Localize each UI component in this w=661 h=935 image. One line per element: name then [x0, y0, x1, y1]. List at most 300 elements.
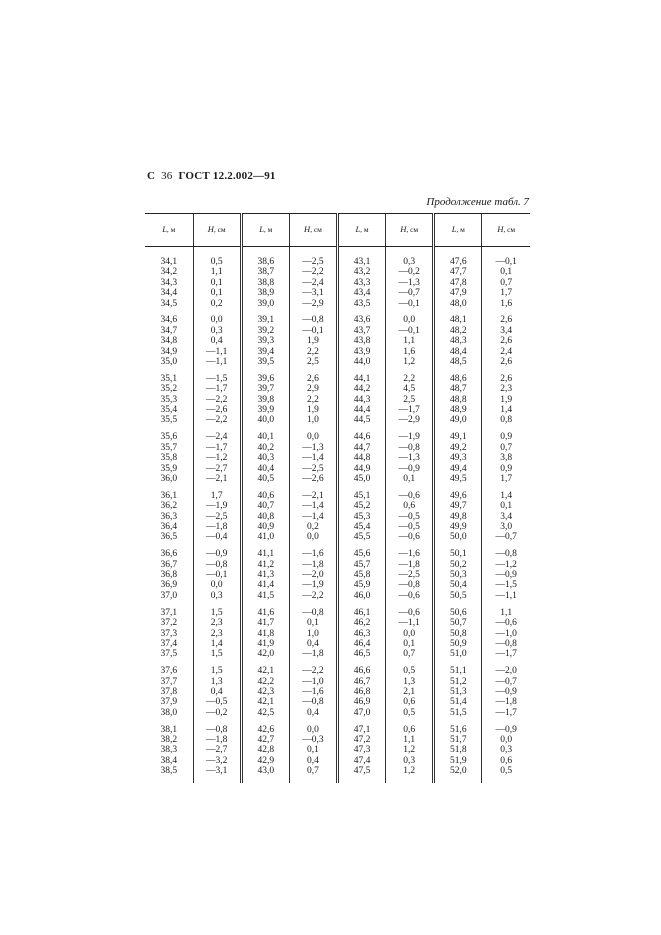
height-value: —2,4	[206, 432, 228, 443]
height-value: —2,6	[206, 405, 228, 416]
length-value: 34,7	[160, 325, 178, 336]
length-value: 49,5	[450, 473, 467, 484]
height-value: —1,5	[495, 580, 517, 591]
table-cell	[386, 666, 434, 724]
height-value: 1,7	[500, 473, 513, 484]
table-cell	[241, 432, 289, 490]
length-value: 39,6	[257, 373, 275, 384]
table-cell	[193, 491, 241, 549]
length-value: 40,3	[257, 453, 275, 464]
length-value: 45,8	[353, 570, 371, 581]
height-value: —2,1	[206, 473, 228, 484]
height-value: —1,8	[302, 649, 324, 660]
length-value: 51,3	[450, 686, 467, 697]
table-cell	[193, 549, 241, 607]
column-header-height-4	[482, 214, 530, 247]
height-value: —2,2	[302, 666, 324, 677]
height-value: 0,3	[500, 745, 513, 756]
column-symbol: L	[259, 224, 264, 235]
height-value: 0,6	[500, 755, 513, 766]
length-value: 35,8	[160, 453, 178, 464]
height-value: —1,7	[398, 405, 420, 416]
height-value: 0,0	[307, 724, 319, 735]
length-value: 50,4	[450, 580, 467, 591]
height-value: —2,0	[302, 570, 324, 581]
height-value: 1,6	[403, 346, 416, 357]
length-value: 48,5	[450, 357, 467, 368]
height-value: 1,9	[500, 394, 513, 405]
table-cell	[338, 432, 386, 490]
table-cell	[482, 315, 530, 373]
table-cell	[386, 491, 434, 549]
table-cell	[434, 549, 482, 607]
length-value: 46,3	[353, 628, 371, 639]
length-value: 43,3	[353, 277, 371, 288]
height-value: —1,1	[206, 357, 228, 368]
length-value: 45,4	[353, 521, 371, 532]
length-value: 40,0	[257, 415, 275, 426]
column-header-length-1	[145, 214, 193, 247]
height-value: 1,7	[500, 288, 513, 299]
length-value: 50,0	[450, 532, 467, 543]
height-value: —2,1	[302, 490, 324, 501]
table-cell	[386, 247, 434, 316]
height-value: 0,6	[403, 501, 416, 512]
height-value: 0,5	[210, 257, 223, 267]
length-value: 39,1	[257, 315, 275, 326]
height-value: 1,0	[307, 415, 319, 426]
height-value: 2,3	[210, 628, 223, 639]
length-value: 38,1	[160, 724, 178, 735]
length-value: 37,7	[160, 676, 178, 687]
length-value: 42,5	[257, 707, 275, 718]
height-value: 1,1	[210, 267, 223, 278]
table-cell	[386, 374, 434, 432]
length-value: 47,2	[353, 735, 371, 746]
height-value: 0,6	[403, 697, 416, 708]
length-value: 46,8	[353, 686, 371, 697]
length-value: 38,4	[160, 755, 178, 766]
height-value: —1,3	[398, 453, 420, 464]
height-value: 2,2	[403, 373, 416, 384]
table-cell	[289, 432, 337, 490]
length-value: 48,1	[450, 315, 467, 326]
height-value: —0,7	[495, 676, 517, 687]
length-value: 40,5	[257, 473, 275, 484]
height-value: 0,0	[210, 315, 223, 326]
length-value: 37,6	[160, 666, 178, 677]
height-value: 0,4	[210, 336, 223, 347]
table-cell	[386, 315, 434, 373]
length-value: 37,5	[160, 649, 178, 660]
length-value: 45,1	[353, 490, 371, 501]
length-value: 47,0	[353, 707, 371, 718]
length-value: 48,4	[450, 346, 467, 357]
length-value: 50,9	[450, 638, 467, 649]
length-value: 48,7	[450, 384, 467, 395]
height-value: 2,6	[500, 373, 513, 384]
length-value: 46,9	[353, 697, 371, 708]
column-unit: , см	[213, 225, 226, 235]
length-value: 34,2	[160, 267, 178, 278]
length-value: 45,0	[353, 473, 371, 484]
height-value: 2,1	[403, 686, 416, 697]
table-cell	[241, 666, 289, 724]
column-unit: , м	[166, 225, 176, 235]
table-cell	[338, 247, 386, 316]
column-unit: , м	[456, 225, 465, 235]
table-cell	[241, 725, 289, 783]
length-value: 38,7	[257, 267, 275, 278]
length-value: 38,9	[257, 288, 275, 299]
table-cell	[241, 315, 289, 373]
length-value: 41,2	[257, 559, 275, 570]
height-value: —2,9	[302, 298, 324, 309]
length-value: 44,1	[353, 373, 371, 384]
length-value: 38,2	[160, 735, 178, 746]
length-value: 42,0	[257, 649, 275, 660]
height-value: —2,7	[206, 745, 228, 756]
table-cell	[434, 247, 482, 316]
table-cell	[482, 666, 530, 724]
height-value: —0,2	[206, 707, 228, 718]
header-prefix: С	[147, 170, 156, 182]
length-value: 43,9	[353, 346, 371, 357]
height-value: 3,4	[500, 511, 513, 522]
height-value: —0,9	[398, 463, 420, 474]
length-value: 42,8	[257, 745, 275, 756]
height-value: —0,8	[302, 607, 324, 618]
table-cell	[482, 432, 530, 490]
height-value: —1,0	[495, 628, 517, 639]
length-value: 50,7	[450, 618, 467, 629]
height-value: —0,7	[398, 288, 420, 299]
height-value: —1,8	[302, 559, 324, 570]
height-value: —1,8	[206, 521, 228, 532]
column-symbol: H	[497, 224, 504, 235]
table-cell	[338, 315, 386, 373]
height-value: 2,2	[307, 394, 319, 405]
column-header-length-4	[434, 214, 482, 247]
column-header-length-2	[241, 214, 289, 247]
height-value: 2,5	[307, 357, 319, 368]
height-value: 1,5	[210, 649, 223, 660]
length-value: 42,9	[257, 755, 275, 766]
height-value: 0,2	[210, 298, 223, 309]
height-value: 1,5	[210, 666, 223, 677]
height-value: 0,6	[403, 724, 416, 735]
height-value: 0,1	[307, 618, 319, 629]
height-value: 1,2	[403, 357, 416, 368]
length-value: 40,8	[257, 511, 275, 522]
height-value: 1,0	[307, 628, 319, 639]
length-value: 47,8	[450, 277, 467, 288]
height-value: —1,2	[495, 559, 517, 570]
height-value: —1,7	[206, 442, 228, 453]
table-cell	[434, 315, 482, 373]
table-cell	[145, 315, 193, 373]
height-value: —0,6	[398, 490, 420, 501]
height-value: 0,0	[500, 735, 513, 746]
length-value: 50,3	[450, 570, 467, 581]
length-value: 38,8	[257, 277, 275, 288]
length-value: 43,2	[353, 267, 371, 278]
length-value: 41,3	[257, 570, 275, 581]
column-symbol: L	[451, 224, 457, 235]
table-cell	[386, 608, 434, 666]
height-value: —2,7	[206, 463, 228, 474]
height-value: 4,5	[403, 384, 416, 395]
table-row-group	[145, 315, 530, 373]
table-cell	[338, 374, 386, 432]
height-value: —0,8	[495, 549, 517, 560]
height-value: —1,7	[495, 649, 517, 660]
column-symbol: H	[207, 224, 214, 235]
length-value: 45,7	[353, 559, 371, 570]
table-row-group	[145, 549, 530, 607]
table-cell	[289, 725, 337, 783]
length-value: 44,2	[353, 384, 371, 395]
length-value: 46,2	[353, 618, 371, 629]
height-value: —1,7	[495, 707, 517, 718]
length-value: 42,6	[257, 724, 275, 735]
column-header-height-1	[193, 214, 241, 247]
length-value: 44,4	[353, 405, 371, 416]
height-value: 1,1	[403, 735, 416, 746]
length-value: 50,6	[450, 607, 467, 618]
length-value: 50,5	[450, 590, 467, 601]
height-value: 0,7	[500, 277, 513, 288]
length-value: 40,6	[257, 490, 275, 501]
height-value: —0,6	[495, 618, 517, 629]
length-value: 48,3	[450, 336, 467, 347]
length-value: 43,5	[353, 298, 371, 309]
height-value: —0,5	[398, 511, 420, 522]
height-value: —1,9	[302, 580, 324, 591]
height-value: —2,6	[302, 473, 324, 484]
column-header-height-3	[386, 214, 434, 247]
height-value: 0,3	[210, 590, 223, 601]
length-value: 44,6	[353, 432, 371, 443]
height-value: —0,1	[206, 570, 228, 581]
height-value: 2,6	[500, 336, 513, 347]
length-value: 46,7	[353, 676, 371, 687]
height-value: —1,4	[302, 453, 324, 464]
length-value: 36,8	[160, 570, 178, 581]
length-value: 51,1	[450, 666, 467, 677]
table-cell	[482, 549, 530, 607]
length-value: 35,7	[160, 442, 178, 453]
height-value: —1,3	[302, 442, 324, 453]
length-value: 43,1	[353, 257, 371, 267]
length-value: 34,4	[160, 288, 178, 299]
height-value: 1,2	[403, 745, 416, 756]
height-value: —0,5	[398, 521, 420, 532]
table-cell	[386, 549, 434, 607]
length-value: 35,5	[160, 415, 178, 426]
height-value: —0,6	[398, 532, 420, 543]
height-value: —0,8	[206, 724, 228, 735]
standard-designation: ГОСТ 12.2.002—91	[178, 170, 276, 182]
length-value: 45,6	[353, 549, 371, 560]
height-value: 2,5	[403, 394, 416, 405]
length-value: 42,1	[257, 666, 275, 677]
height-value: —2,5	[206, 511, 228, 522]
length-value: 49,4	[450, 463, 467, 474]
height-value: —3,1	[206, 766, 228, 777]
height-value: —1,8	[495, 697, 517, 708]
table-cell	[338, 549, 386, 607]
length-value: 39,3	[257, 336, 275, 347]
length-value: 51,6	[450, 724, 467, 735]
height-value: —2,2	[302, 590, 324, 601]
height-value: 0,4	[307, 638, 319, 649]
height-value: 0,5	[403, 666, 416, 677]
height-value: 0,0	[403, 628, 416, 639]
height-value: —0,9	[495, 724, 517, 735]
length-value: 45,3	[353, 511, 371, 522]
height-value: —3,1	[302, 288, 324, 299]
column-symbol: L	[162, 224, 167, 235]
length-value: 47,9	[450, 288, 467, 299]
height-value: —1,9	[206, 501, 228, 512]
table-cell	[241, 374, 289, 432]
length-value: 35,1	[160, 373, 178, 384]
height-value: 0,0	[210, 580, 223, 591]
height-value: —2,9	[398, 415, 420, 426]
height-value: —1,4	[302, 511, 324, 522]
table-cell	[145, 725, 193, 783]
table-caption: Продолжение табл. 7	[426, 196, 529, 208]
table-row-group	[145, 608, 530, 666]
length-value: 49,0	[450, 415, 467, 426]
height-value: 1,6	[500, 298, 513, 309]
length-value: 39,5	[257, 357, 275, 368]
length-value: 35,9	[160, 463, 178, 474]
table-cell	[241, 608, 289, 666]
column-header-length-3	[338, 214, 386, 247]
height-value: 0,9	[500, 463, 513, 474]
table-cell	[338, 491, 386, 549]
height-value: —1,7	[206, 384, 228, 395]
height-value: 2,6	[307, 373, 319, 384]
height-value: 0,0	[307, 432, 319, 443]
height-value: 0,4	[307, 707, 319, 718]
height-value: 0,9	[500, 432, 513, 443]
length-value: 43,8	[353, 336, 371, 347]
length-value: 51,7	[450, 735, 467, 746]
length-value: 48,0	[450, 298, 467, 309]
height-value: 1,9	[307, 336, 319, 347]
length-value: 41,8	[257, 628, 275, 639]
length-value: 52,0	[450, 766, 467, 777]
table-cell	[145, 608, 193, 666]
length-value: 38,5	[160, 766, 178, 777]
table-cell	[386, 432, 434, 490]
length-value: 51,9	[450, 755, 467, 766]
height-value: 0,0	[307, 532, 319, 543]
height-value: —0,2	[398, 267, 420, 278]
height-value: —1,6	[302, 686, 324, 697]
table-cell	[482, 374, 530, 432]
length-value: 40,1	[257, 432, 275, 443]
height-value: 2,6	[500, 315, 513, 326]
length-value: 41,1	[257, 549, 275, 560]
length-value: 41,7	[257, 618, 275, 629]
length-value: 41,9	[257, 638, 275, 649]
height-value: —2,4	[302, 277, 324, 288]
height-value: —1,1	[206, 346, 228, 357]
table-row-group	[145, 374, 530, 432]
page-header	[147, 170, 276, 182]
data-table	[145, 213, 530, 783]
table-cell	[338, 725, 386, 783]
length-value: 34,5	[160, 298, 178, 309]
height-value: —2,5	[302, 463, 324, 474]
length-value: 41,0	[257, 532, 275, 543]
length-value: 40,9	[257, 521, 275, 532]
table-cell	[241, 491, 289, 549]
length-value: 47,6	[450, 257, 467, 267]
table-cell	[289, 247, 337, 316]
height-value: 1,2	[403, 766, 416, 777]
table-cell	[193, 315, 241, 373]
length-value: 44,3	[353, 394, 371, 405]
height-value: 0,4	[210, 686, 223, 697]
height-value: 0,1	[403, 638, 416, 649]
height-value: 0,1	[500, 267, 513, 278]
height-value: —0,4	[206, 532, 228, 543]
length-value: 34,9	[160, 346, 178, 357]
length-value: 47,3	[353, 745, 371, 756]
table-cell	[193, 666, 241, 724]
length-value: 35,3	[160, 394, 178, 405]
height-value: 0,1	[403, 473, 416, 484]
table-cell	[145, 666, 193, 724]
height-value: —1,8	[206, 735, 228, 746]
length-value: 50,8	[450, 628, 467, 639]
column-unit: , см	[310, 225, 322, 235]
height-value: —3,2	[206, 755, 228, 766]
length-value: 51,5	[450, 707, 467, 718]
length-value: 49,6	[450, 490, 467, 501]
table-cell	[289, 608, 337, 666]
height-value: 3,0	[500, 521, 513, 532]
height-value: 1,9	[307, 405, 319, 416]
length-value: 49,7	[450, 501, 467, 512]
length-value: 38,6	[257, 257, 275, 267]
length-value: 39,4	[257, 346, 275, 357]
height-value: 0,7	[307, 766, 319, 777]
table-cell	[434, 374, 482, 432]
height-value: 0,4	[307, 755, 319, 766]
height-value: —2,2	[302, 267, 324, 278]
height-value: 1,4	[500, 490, 513, 501]
length-value: 46,1	[353, 607, 371, 618]
height-value: —0,9	[206, 549, 228, 560]
length-value: 42,1	[257, 697, 275, 708]
length-value: 39,8	[257, 394, 275, 405]
column-unit: , м	[360, 225, 369, 235]
length-value: 47,7	[450, 267, 467, 278]
height-value: —1,1	[495, 590, 517, 601]
length-value: 45,9	[353, 580, 371, 591]
length-value: 36,6	[160, 549, 178, 560]
height-value: —0,7	[495, 532, 517, 543]
height-value: —0,5	[206, 697, 228, 708]
height-value: —1,0	[302, 676, 324, 687]
height-value: —1,5	[206, 373, 228, 384]
